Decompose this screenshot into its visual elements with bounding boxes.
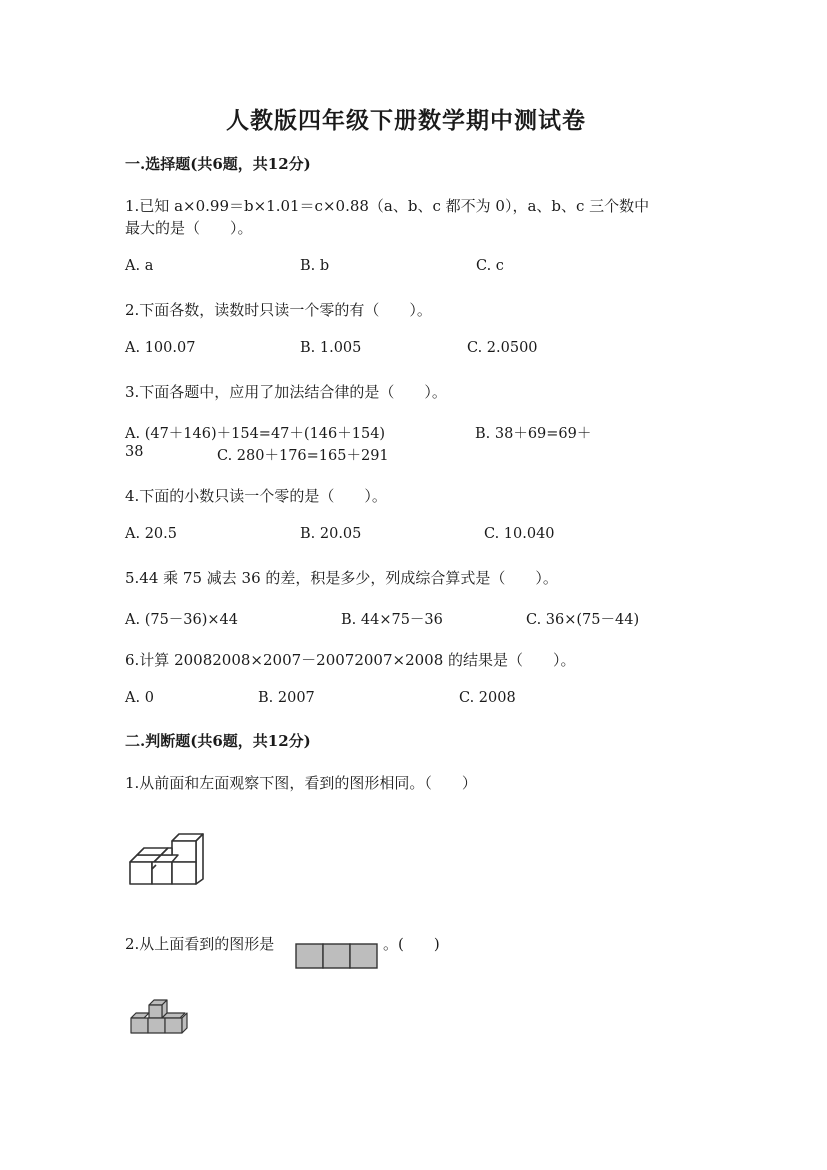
- gray-cube-row-top-3: [162, 1013, 185, 1018]
- cube-front-1: [130, 862, 152, 884]
- cube-side-face: [196, 834, 203, 884]
- question-1-line1: 1.已知 a×0.99＝b×1.01＝c×0.88（a、b、c 都不为 0），a、b、c 三个数中: [125, 197, 650, 215]
- q1-option-a: A. a: [125, 258, 154, 274]
- square-3: [350, 944, 377, 968]
- judge-question-2-part2: 。( ): [383, 935, 440, 953]
- top-view-strip-figure: [295, 943, 379, 969]
- q6-option-b: B. 2007: [258, 690, 315, 706]
- q6-option-c: C. 2008: [459, 690, 516, 706]
- gray-cube-figure: [130, 998, 194, 1038]
- page-title: 人教版四年级下册数学期中测试卷: [226, 107, 586, 134]
- q5-option-b: B. 44×75－36: [341, 612, 443, 628]
- question-4: 4.下面的小数只读一个零的是（ ）。: [125, 487, 387, 505]
- section1-heading: 一.选择题(共6题，共12分): [125, 155, 311, 173]
- q4-option-b: B. 20.05: [300, 526, 362, 542]
- q5-option-a: A. (75－36)×44: [125, 612, 239, 628]
- question-1-line2: 最大的是（ ）。: [125, 219, 253, 237]
- question-3: 3.下面各题中，应用了加法结合律的是（ ）。: [125, 383, 447, 401]
- gray-cube-front-1: [131, 1018, 148, 1033]
- section2-heading: 二.判断题(共6题，共12分): [125, 732, 311, 750]
- gray-cube-front-2: [148, 1018, 165, 1033]
- q2-option-b: B. 1.005: [300, 340, 362, 356]
- q3-option-b-cont: 38: [125, 444, 144, 460]
- square-2: [323, 944, 350, 968]
- q2-option-c: C. 2.0500: [467, 340, 538, 356]
- q3-option-c: C. 280＋176=165＋291: [217, 448, 389, 464]
- q4-option-a: A. 20.5: [125, 526, 177, 542]
- question-5: 5.44 乘 75 减去 36 的差，积是多少，列成综合算式是（ ）。: [125, 569, 558, 587]
- cube-stack-figure: [128, 829, 208, 889]
- q5-option-c: C. 36×(75－44): [526, 612, 640, 628]
- square-1: [296, 944, 323, 968]
- question-6: 6.计算 20082008×2007－20072007×2008 的结果是（ ）。: [125, 651, 576, 669]
- cube-front-3: [172, 862, 196, 884]
- gray-cube-front-3: [165, 1018, 182, 1033]
- q6-option-a: A. 0: [125, 690, 154, 706]
- judge-question-1: 1.从前面和左面观察下图，看到的图形相同。（ ）: [125, 774, 477, 792]
- q1-option-b: B. b: [300, 258, 330, 274]
- q1-option-c: C. c: [476, 258, 504, 274]
- q3-option-a: A. (47＋146)＋154=47＋(146＋154): [125, 426, 386, 442]
- question-2: 2.下面各数，读数时只读一个零的有（ ）。: [125, 301, 432, 319]
- judge-question-2-part1: 2.从上面看到的图形是: [125, 935, 275, 953]
- gray-cube-row-top-1: [131, 1013, 149, 1018]
- gray-cube-top-front: [149, 1005, 162, 1018]
- q4-option-c: C. 10.040: [484, 526, 555, 542]
- q3-option-b: B. 38＋69=69＋: [475, 426, 592, 442]
- q2-option-a: A. 100.07: [125, 340, 196, 356]
